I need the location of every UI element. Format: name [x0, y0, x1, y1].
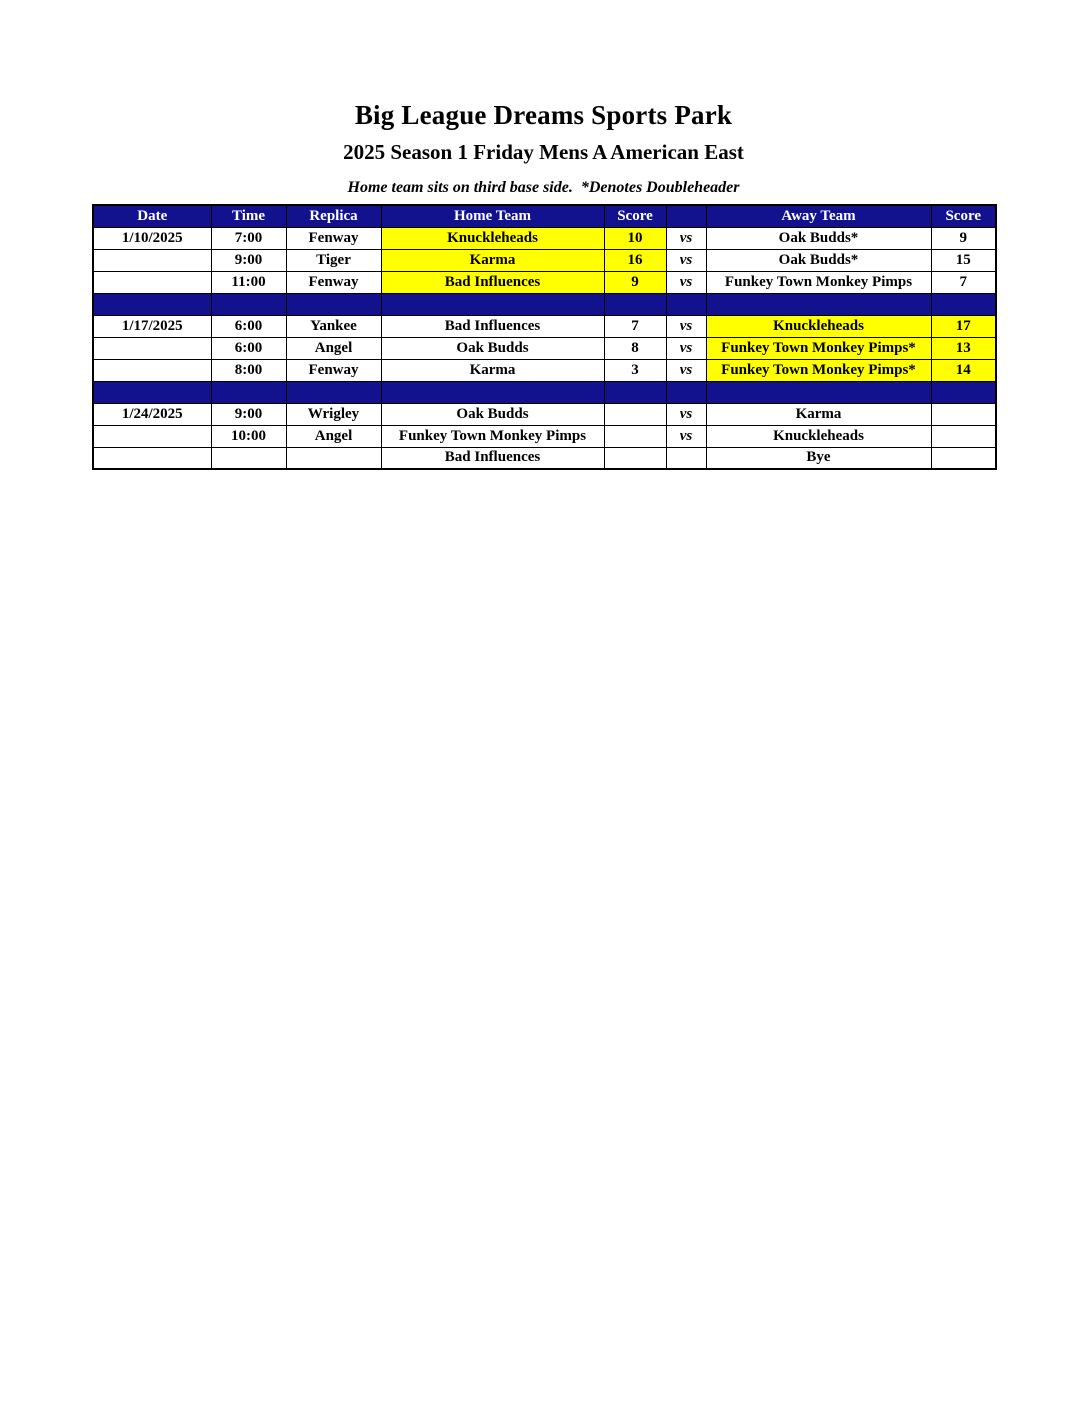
page-title: Big League Dreams Sports Park: [354, 100, 733, 130]
date-cell: [93, 337, 211, 359]
time-cell: 6:00: [211, 315, 286, 337]
away-team-cell: Oak Budds*: [706, 249, 931, 271]
vs-cell: [666, 447, 706, 469]
replica-cell: Angel: [286, 425, 381, 447]
schedule-table: [92, 204, 997, 470]
replica-cell: Angel: [286, 337, 381, 359]
home-team-cell: Oak Budds: [381, 403, 604, 425]
game-row: [93, 425, 996, 447]
time-cell: 11:00: [211, 271, 286, 293]
away-team-cell: Funkey Town Monkey Pimps: [706, 271, 931, 293]
home-team-cell: Bad Influences: [381, 447, 604, 469]
legend-note: Home team sits on third base side. *Denotes Doubleheader: [347, 179, 740, 196]
header-replica: Replica: [286, 205, 381, 227]
home-score-cell: 8: [604, 337, 666, 359]
game-row: [93, 271, 996, 293]
date-cell: 1/24/2025: [93, 403, 211, 425]
away-score-cell: [931, 447, 996, 469]
replica-cell: Fenway: [286, 227, 381, 249]
away-score-cell: 14: [931, 359, 996, 381]
table-header-row: [93, 205, 996, 227]
away-score-cell: 17: [931, 315, 996, 337]
away-score-cell: 15: [931, 249, 996, 271]
separator-cell: [381, 381, 604, 403]
away-team-cell: Knuckleheads: [706, 425, 931, 447]
separator-cell: [666, 381, 706, 403]
game-row: [93, 315, 996, 337]
home-team-cell: Oak Budds: [381, 337, 604, 359]
vs-cell: vs: [666, 359, 706, 381]
separator-row: [93, 381, 996, 403]
separator-cell: [211, 381, 286, 403]
away-team-cell: Oak Budds*: [706, 227, 931, 249]
time-cell: 6:00: [211, 337, 286, 359]
separator-cell: [381, 293, 604, 315]
time-cell: 7:00: [211, 227, 286, 249]
time-cell: 10:00: [211, 425, 286, 447]
vs-cell: vs: [666, 337, 706, 359]
vs-cell: vs: [666, 425, 706, 447]
home-score-cell: [604, 425, 666, 447]
page-subtitle: 2025 Season 1 Friday Mens A American East: [343, 140, 744, 164]
home-score-cell: 16: [604, 249, 666, 271]
date-cell: 1/17/2025: [93, 315, 211, 337]
time-cell: 9:00: [211, 403, 286, 425]
separator-row: [93, 293, 996, 315]
replica-cell: [286, 447, 381, 469]
home-team-cell: Karma: [381, 249, 604, 271]
date-cell: [93, 447, 211, 469]
separator-cell: [93, 293, 211, 315]
game-row: [93, 337, 996, 359]
replica-cell: Fenway: [286, 271, 381, 293]
away-team-cell: Funkey Town Monkey Pimps*: [706, 337, 931, 359]
date-cell: [93, 249, 211, 271]
away-score-cell: 13: [931, 337, 996, 359]
header-home-team: Home Team: [381, 205, 604, 227]
away-score-cell: [931, 425, 996, 447]
header-away-score: Score: [931, 205, 996, 227]
home-team-cell: Bad Influences: [381, 315, 604, 337]
date-cell: [93, 359, 211, 381]
away-team-cell: Karma: [706, 403, 931, 425]
time-cell: [211, 447, 286, 469]
separator-cell: [931, 293, 996, 315]
replica-cell: Tiger: [286, 249, 381, 271]
header-time: Time: [211, 205, 286, 227]
separator-cell: [706, 293, 931, 315]
away-team-cell: Funkey Town Monkey Pimps*: [706, 359, 931, 381]
separator-cell: [93, 381, 211, 403]
vs-cell: vs: [666, 315, 706, 337]
separator-cell: [666, 293, 706, 315]
date-cell: 1/10/2025: [93, 227, 211, 249]
separator-cell: [604, 293, 666, 315]
game-row: [93, 447, 996, 469]
home-team-cell: Karma: [381, 359, 604, 381]
away-team-cell: Bye: [706, 447, 931, 469]
game-row: [93, 403, 996, 425]
separator-cell: [286, 293, 381, 315]
content-area: [92, 0, 995, 470]
home-score-cell: [604, 447, 666, 469]
home-team-cell: Bad Influences: [381, 271, 604, 293]
home-score-cell: [604, 403, 666, 425]
game-row: [93, 359, 996, 381]
header-home-score: Score: [604, 205, 666, 227]
date-cell: [93, 271, 211, 293]
game-row: [93, 249, 996, 271]
time-cell: 9:00: [211, 249, 286, 271]
replica-cell: Fenway: [286, 359, 381, 381]
home-score-cell: 10: [604, 227, 666, 249]
time-cell: 8:00: [211, 359, 286, 381]
away-score-cell: [931, 403, 996, 425]
date-cell: [93, 425, 211, 447]
home-score-cell: 3: [604, 359, 666, 381]
vs-cell: vs: [666, 249, 706, 271]
header-date: Date: [93, 205, 211, 227]
replica-cell: Yankee: [286, 315, 381, 337]
home-team-cell: Funkey Town Monkey Pimps: [381, 425, 604, 447]
away-team-cell: Knuckleheads: [706, 315, 931, 337]
separator-cell: [211, 293, 286, 315]
separator-cell: [604, 381, 666, 403]
away-score-cell: 7: [931, 271, 996, 293]
vs-cell: vs: [666, 271, 706, 293]
separator-cell: [931, 381, 996, 403]
vs-cell: vs: [666, 403, 706, 425]
replica-cell: Wrigley: [286, 403, 381, 425]
away-score-cell: 9: [931, 227, 996, 249]
home-score-cell: 9: [604, 271, 666, 293]
separator-cell: [286, 381, 381, 403]
header-away-team: Away Team: [706, 205, 931, 227]
vs-cell: vs: [666, 227, 706, 249]
home-team-cell: Knuckleheads: [381, 227, 604, 249]
game-row: [93, 227, 996, 249]
separator-cell: [706, 381, 931, 403]
home-score-cell: 7: [604, 315, 666, 337]
header-vs: [666, 205, 706, 227]
